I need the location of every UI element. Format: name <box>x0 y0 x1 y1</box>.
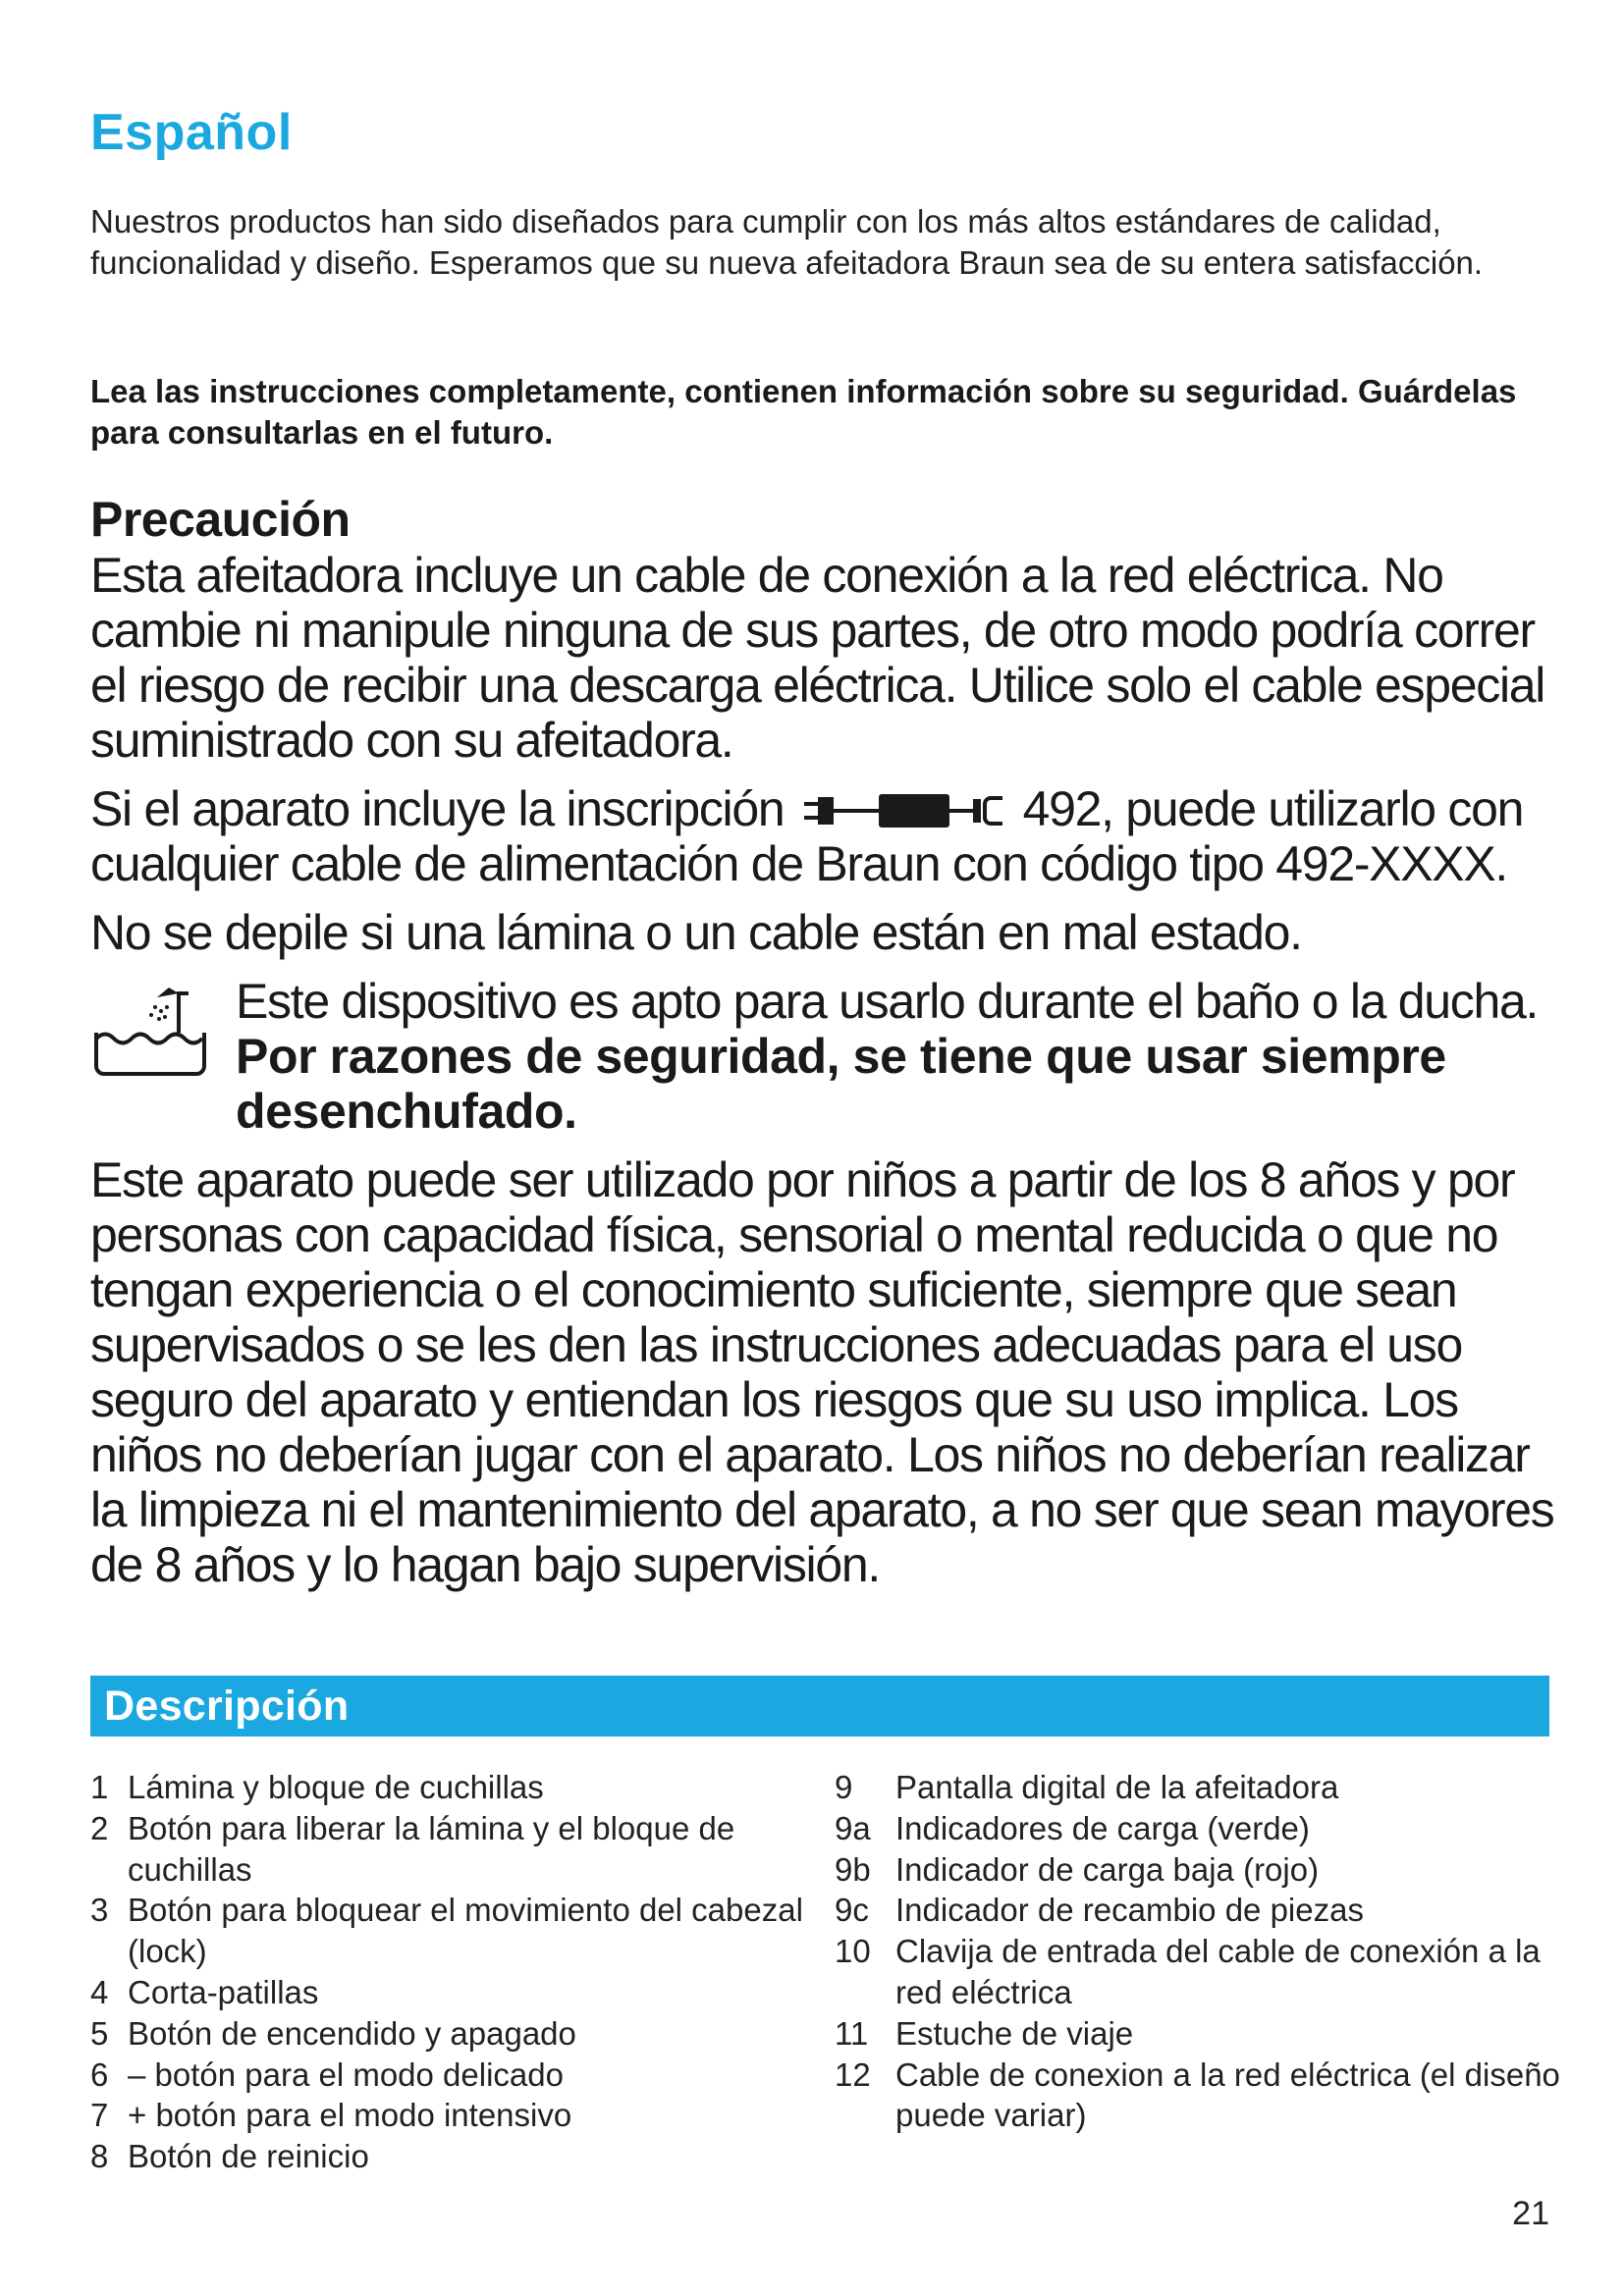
part-number: 9a <box>835 1809 871 1846</box>
part-item <box>835 1849 1561 1891</box>
bath-shower-icon <box>90 982 210 1080</box>
part-item <box>835 1890 1561 1931</box>
part-number: 1 <box>90 1769 109 1805</box>
inscription-text-after: 492, puede utilizarlo con cualquier cable de alimentación de Braun con código tipo 492-XXXX. <box>90 781 1524 891</box>
description-header-bar <box>90 1676 1549 1736</box>
caution-title: Precaución <box>90 492 351 547</box>
part-item <box>835 2013 1561 2055</box>
part-label: Botón de reinicio <box>128 2138 369 2175</box>
part-number: 5 <box>90 2014 109 2052</box>
caution-paragraph-cable: Esta afeitadora incluye un cable de conexión a la red eléctrica. No cambie ni manipule ninguna de sus partes, de otro modo podría correr el riesgo de recibir una descarga eléctrica. Utilice solo el cable especial suministrado con su afeitadora. <box>90 548 1545 768</box>
part-label: Clavija de entrada del cable de conexión a la red eléctrica <box>895 1933 1541 2010</box>
part-label: Estuche de viaje <box>895 2014 1134 2052</box>
part-label: Cable de conexion a la red eléctrica (el diseño puede variar) <box>895 2056 1560 2134</box>
parts-list-right <box>835 1767 1561 2136</box>
caution-paragraph-inscription <box>90 781 1563 891</box>
part-label: Botón para bloquear el movimiento del cabezal (lock) <box>128 1892 803 1970</box>
part-number: 6 <box>90 2056 109 2093</box>
page-number: 21 <box>1512 2195 1549 2232</box>
part-number: 10 <box>835 1933 871 1970</box>
part-number: 8 <box>90 2138 109 2175</box>
part-item <box>835 1767 1561 1808</box>
part-item <box>90 1890 817 1972</box>
description-title: Descripción <box>104 1682 350 1730</box>
part-item <box>90 1767 817 1808</box>
bath-shower-notice <box>90 974 1563 1139</box>
part-number: 3 <box>90 1892 109 1929</box>
part-item <box>90 2013 817 2055</box>
part-item <box>90 2055 817 2096</box>
part-number: 11 <box>835 2014 869 2052</box>
part-item <box>835 1931 1561 2013</box>
bath-text: Este dispositivo es apto para usarlo durante el baño o la ducha. <box>236 974 1539 1029</box>
caution-paragraph-damage: No se depile si una lámina o un cable están en mal estado. <box>90 905 1302 960</box>
part-label: Pantalla digital de la afeitadora <box>895 1769 1339 1805</box>
part-label: Indicador de recambio de piezas <box>895 1892 1364 1929</box>
part-number: 9b <box>835 1850 871 1888</box>
part-number: 9 <box>835 1769 853 1805</box>
part-item <box>90 1808 817 1891</box>
part-item <box>90 2136 817 2177</box>
part-item <box>90 1972 817 2013</box>
language-heading: Español <box>90 104 293 161</box>
part-label: Corta-patillas <box>128 1973 319 2010</box>
part-label: + botón para el modo intensivo <box>128 2097 572 2134</box>
part-number: 2 <box>90 1809 109 1846</box>
part-label: Lámina y bloque de cuchillas <box>128 1769 544 1805</box>
part-label: – botón para el modo delicado <box>128 2056 564 2093</box>
part-label: Botón para liberar la lámina y el bloque de cuchillas <box>128 1809 735 1888</box>
parts-list-left <box>90 1767 817 2177</box>
safety-notice: Lea las instrucciones completamente, contienen información sobre su seguridad. Guárdelas para consultarlas en el futuro. <box>90 373 1517 451</box>
part-item <box>90 2095 817 2136</box>
part-number: 12 <box>835 2056 871 2093</box>
part-label: Indicador de carga baja (rojo) <box>895 1850 1320 1888</box>
bath-safety-bold: Por razones de seguridad, se tiene que usar siempre desenchufado. <box>236 1029 1446 1139</box>
part-number: 7 <box>90 2097 109 2134</box>
part-number: 9c <box>835 1892 869 1929</box>
part-label: Indicadores de carga (verde) <box>895 1809 1310 1846</box>
inscription-text-before: Si el aparato incluye la inscripción <box>90 781 785 836</box>
part-label: Botón de encendido y apagado <box>128 2014 576 2052</box>
power-plug-icon <box>800 790 1006 831</box>
part-number: 4 <box>90 1973 109 2010</box>
intro-paragraph: Nuestros productos han sido diseñados para cumplir con los más altos estándares de calidad, funcionalidad y diseño. Esperamos que su nueva afeitadora Braun sea de su entera satisfacción. <box>90 203 1484 281</box>
caution-paragraph-children: Este aparato puede ser utilizado por niños a partir de los 8 años y por personas con capacidad física, sensorial o mental reducida o que no tengan experiencia o el conocimiento suficiente, siempre que sean supervisados o se les den las instrucciones adecuadas para el uso seguro del aparato y entiendan los riesgos que su uso implica. Los niños no deberían jugar con el aparato. Los niños no deberían realizar la limpieza ni el mantenimiento del aparato, a no ser que sean mayores de 8 años y lo hagan bajo supervisión. <box>90 1152 1554 1592</box>
caution-section <box>90 491 1563 1592</box>
part-item <box>835 2055 1561 2137</box>
part-item <box>835 1808 1561 1849</box>
